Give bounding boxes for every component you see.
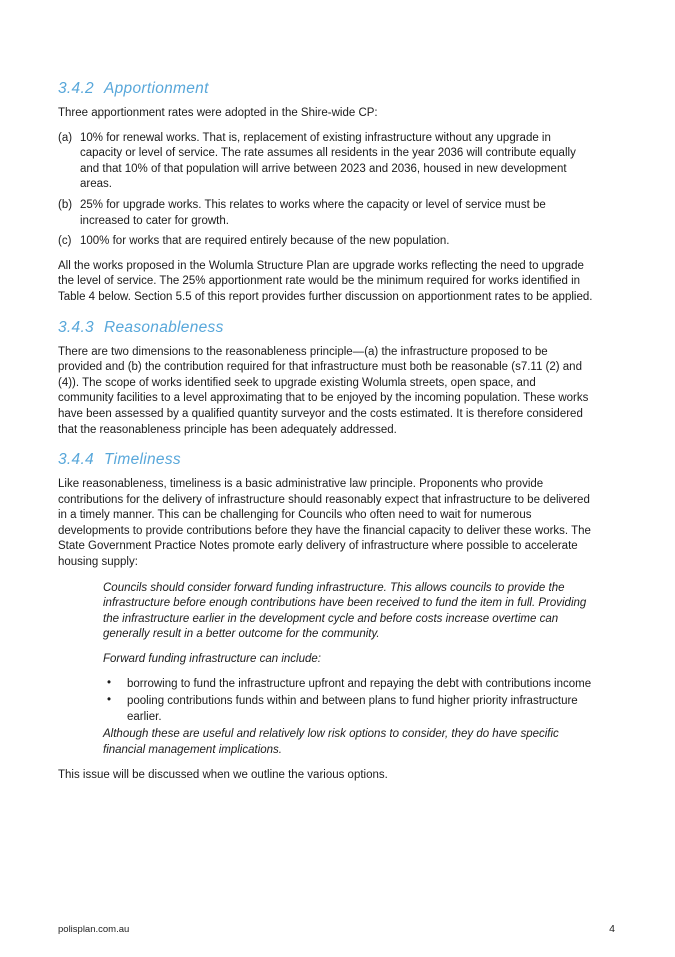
- forward-funding-bullet-list: [103, 677, 593, 726]
- bullet-list-item: [103, 677, 593, 693]
- footer-site-url: polisplan.com.au: [58, 924, 130, 935]
- quote-paragraph: Councils should consider forward funding infrastructure. This allows councils to provide the infrastructure before enough contributions have been received to fund the item in full. Providing the infrastructure earlier in the development cycle and before costs increase overtime can generally result in a better outcome for the community.: [103, 581, 587, 641]
- heading-number: 3.4.3: [58, 318, 94, 336]
- body-paragraph: Like reasonableness, timeliness is a basic administrative law principle. Proponents who provide contributions for the delivery of infrastructure should reasonably expect that infrastructure to be delivered in a timely manner. This can be challenging for Councils who often need to wait for numerous developments to provide contributions before they have the financial capacity to deliver these works. The State Government Practice Notes promote early delivery of infrastructure where possible to accelerate housing supply:: [58, 478, 591, 569]
- heading-number: 3.4.4: [58, 451, 94, 469]
- list-item: [58, 234, 593, 250]
- apportionment-rate-list: [58, 131, 593, 250]
- section-apportionment: [58, 79, 593, 306]
- list-item-text: 25% for upgrade works. This relates to works where the capacity or level of service must be increased to cater for growth.: [80, 198, 546, 227]
- bullet-item-text: pooling contributions funds within and between plans to fund higher priority infrastructure earlier.: [127, 695, 578, 723]
- heading-title: Timeliness: [103, 451, 181, 469]
- list-marker: (a): [58, 131, 73, 144]
- quote-paragraph: Forward funding infrastructure can include:: [103, 653, 321, 666]
- list-item: [58, 131, 593, 193]
- page-footer: [58, 923, 615, 935]
- footer-page-number: 4: [609, 923, 615, 935]
- section-timeliness: [58, 450, 593, 783]
- heading-title: Reasonableness: [103, 318, 224, 336]
- bullet-icon: •: [107, 676, 112, 689]
- list-marker: (c): [58, 235, 72, 248]
- section-reasonableness: [58, 318, 593, 439]
- closing-paragraph: This issue will be discussed when we outline the various options.: [58, 768, 388, 781]
- page-content: [58, 79, 593, 792]
- list-item: [58, 198, 593, 229]
- heading-number: 3.4.2: [58, 80, 94, 97]
- bullet-list-item: [103, 694, 593, 725]
- body-paragraph: All the works proposed in the Wolumla Structure Plan are upgrade works reflecting the need to upgrade the level of service. The 25% apportionment rate would be the minimum required for works identified in Table 4 below. Section 5.5 of this report provides further discussion on apportionment rates to be applied.: [58, 259, 593, 303]
- intro-paragraph: Three apportionment rates were adopted in the Shire-wide CP:: [58, 107, 378, 119]
- body-paragraph: There are two dimensions to the reasonableness principle—(a) the infrastructure proposed to be provided and (b) the contribution required for that infrastructure must both be reasonable (s7.11 (2) and (4)). The scope of works identified seek to upgrade existing Wolumla streets, open space, and community facilities to a level approximating that to be enjoyed by the incoming population. These works have been assessed by a qualified quantity surveyor and the costs estimated. It is therefore considered that the reasonableness principle has been adequately addressed.: [58, 345, 589, 436]
- section-heading: [58, 318, 593, 337]
- heading-title: Apportionment: [103, 80, 209, 97]
- practice-note-quote: [103, 581, 593, 759]
- bullet-icon: •: [107, 694, 112, 707]
- list-item-text: 100% for works that are required entirely because of the new population.: [80, 235, 450, 248]
- list-marker: (b): [58, 198, 73, 211]
- quote-closing-paragraph: Although these are useful and relatively low risk options to consider, they do have specific financial management implications.: [103, 728, 559, 756]
- section-heading: [58, 79, 593, 98]
- bullet-item-text: borrowing to fund the infrastructure upfront and repaying the debt with contributions income: [127, 677, 592, 690]
- list-item-text: 10% for renewal works. That is, replacement of existing infrastructure without any upgrade in capacity or level of service. The rate assumes all residents in the year 2036 will contribute equally and that 10% of that population will arrive between 2023 and 2036, housed in new development areas.: [80, 131, 576, 191]
- section-heading: [58, 450, 593, 469]
